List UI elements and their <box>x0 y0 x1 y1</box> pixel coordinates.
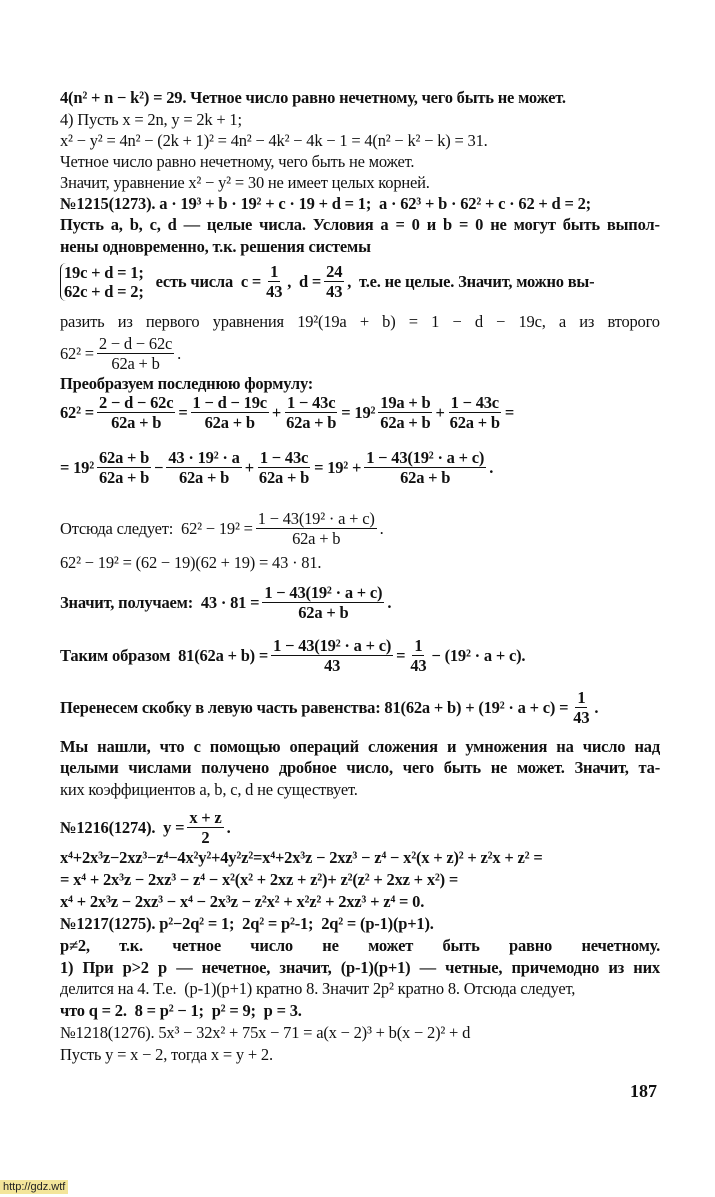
word: p <box>158 958 168 977</box>
text-line <box>60 914 434 934</box>
fraction <box>97 393 175 432</box>
fraction-numerator: 43 · 19² · a <box>168 448 240 467</box>
word: число <box>582 737 626 756</box>
fraction <box>191 393 269 432</box>
word: — <box>419 958 436 977</box>
text-segment: Преобразуем последнюю формулу: <box>60 374 314 393</box>
word: (p-1)(p+1) <box>340 958 411 977</box>
word: число, <box>346 758 393 777</box>
fraction-numerator: 1 − 43(19² · a + c) <box>257 509 375 528</box>
fraction-numerator: 1 − d − 19c <box>192 393 267 412</box>
text-segment: = 19² <box>341 402 376 422</box>
text-segment: 62² = <box>60 343 94 363</box>
word: Значит, <box>574 758 629 777</box>
text-segment: №1217(1275). p²−2q² = 1; 2q² = p²-1; 2q² = (p-1)(p+1). <box>60 914 434 933</box>
word: 0 <box>475 215 484 234</box>
word: выпол- <box>606 215 660 234</box>
text-line <box>60 979 575 999</box>
text-line <box>60 237 371 257</box>
text-segment: , т.е. не целые. Значит, можно вы- <box>347 271 595 291</box>
text-line <box>60 215 660 235</box>
word: число <box>250 936 293 955</box>
text-segment: Перенесем скобку в левую часть равенства: 81(62a + b) + (19² · a + c) = <box>60 697 569 717</box>
word: При <box>82 958 114 977</box>
word: 1) <box>60 958 74 977</box>
text-line <box>60 780 358 800</box>
text-segment: = x⁴ + 2x³z − 2xz³ − z⁴ − x²(x² + 2xz + z²)+ z²(z² + 2xz + x²) = <box>60 870 459 889</box>
text-segment: + <box>435 402 445 422</box>
text-segment: Значит, получаем: 43 · 81 = <box>60 592 260 612</box>
text-line <box>60 1023 470 1043</box>
word: что <box>159 737 185 756</box>
word: та- <box>638 758 660 777</box>
text-line <box>60 334 181 373</box>
fraction-numerator: 1 − 43(19² · a + c) <box>273 636 392 655</box>
fraction-numerator: 2 − d − 62c <box>98 334 173 353</box>
text-segment: x⁴ + 2x³z − 2xz³ − x⁴ − 2x³z − z²x² + x²z² + 2xz³ + z⁴ = 0. <box>60 892 425 911</box>
text-segment: x² − y² = 4n² − (2k + 1)² = 4n² − 4k² − 4k − 1 = 4(n² − k² − k) = 31. <box>60 131 488 150</box>
fraction-denominator: 62a + b <box>380 413 431 432</box>
word: Пусть <box>60 215 104 234</box>
fraction <box>284 393 338 432</box>
fraction-numerator: 1 − 43c <box>287 393 336 412</box>
word: может. <box>516 758 565 777</box>
word: них <box>633 958 660 977</box>
word: четное <box>172 936 221 955</box>
text-segment: есть числа c = <box>151 271 262 291</box>
text-line <box>60 958 660 978</box>
word: 19²(19a <box>297 312 347 331</box>
word: равно <box>508 936 553 955</box>
word: быть <box>442 936 480 955</box>
word: могут <box>513 215 556 234</box>
text-segment: = 19² + <box>314 457 362 477</box>
word: − <box>452 312 462 331</box>
word: а <box>558 312 567 331</box>
text-segment: Четное число равно нечетному, чего быть не может. <box>60 152 415 171</box>
page-number: 187 <box>630 1081 657 1101</box>
text-segment: . <box>177 343 182 363</box>
word: = <box>395 215 405 234</box>
word: − <box>496 312 506 331</box>
fraction <box>364 448 486 487</box>
text-line <box>60 1001 302 1021</box>
text-segment: 4(n² + n − k²) = 29. Четное число равно нечетному, чего быть не может. <box>60 88 566 107</box>
word: Мы <box>60 737 89 756</box>
fraction-denominator: 43 <box>266 282 283 301</box>
fraction <box>271 636 393 675</box>
word: не <box>322 936 339 955</box>
fraction-numerator: 24 <box>326 262 343 281</box>
word: операций <box>289 737 359 756</box>
fraction <box>262 583 384 622</box>
fraction-denominator: 43 <box>573 708 590 727</box>
word: первого <box>145 312 200 331</box>
word: четные, <box>445 958 503 977</box>
text-segment: Пусть y = x − 2, тогда x = y + 2. <box>60 1045 273 1064</box>
fraction-denominator: 62a + b <box>400 468 451 487</box>
fraction-denominator: 62a + b <box>292 529 341 548</box>
word: — <box>176 958 193 977</box>
text-segment: = <box>178 402 188 422</box>
word: 19c, <box>518 312 546 331</box>
fraction-denominator: 62a + b <box>98 468 150 487</box>
word: из <box>608 958 625 977</box>
word: второго <box>607 312 660 331</box>
text-line <box>60 636 525 675</box>
fraction-denominator: 62a + b <box>178 468 230 487</box>
fraction-numerator: 1 − 43(19² · a + c) <box>264 583 383 602</box>
word: разить <box>60 312 105 331</box>
fraction-denominator: 62a + b <box>258 468 310 487</box>
text-segment: Значит, уравнение x² − y² = 30 не имеет целых корней. <box>60 173 430 192</box>
fraction-denominator: 43 <box>324 656 341 675</box>
fraction-denominator: 62a + b <box>286 413 337 432</box>
word: с <box>193 737 201 756</box>
word: т.к. <box>119 936 143 955</box>
fraction <box>264 262 284 301</box>
fraction-numerator: 1 − 43c <box>259 448 309 467</box>
word: из <box>579 312 595 331</box>
word: b) <box>382 312 396 331</box>
word: числа. <box>259 215 306 234</box>
word: целыми <box>60 758 119 777</box>
system-equation: 62c + d = 2; <box>64 281 144 301</box>
word: Условия <box>312 215 374 234</box>
fraction-denominator: 62a + b <box>298 603 349 622</box>
text-line <box>60 688 598 727</box>
fraction <box>166 448 241 487</box>
word: дробное <box>278 758 337 777</box>
word: c, <box>149 215 161 234</box>
text-line <box>60 393 514 432</box>
text-line <box>60 110 242 130</box>
text-segment: 4) Пусть x = 2n, y = 2k + 1; <box>60 110 242 129</box>
fraction-denominator: 2 <box>201 828 210 847</box>
word: b <box>443 215 452 234</box>
text-segment: − (19² · a + c). <box>431 645 526 665</box>
text-segment: − <box>154 457 164 477</box>
text-segment: №1216(1274). y = <box>60 817 185 837</box>
word: помощью <box>209 737 281 756</box>
fraction <box>97 448 151 487</box>
word: b, <box>129 215 143 234</box>
fraction <box>408 636 428 675</box>
word: над <box>634 737 660 756</box>
word: из <box>117 312 133 331</box>
text-segment: . <box>489 457 494 477</box>
text-segment: + <box>271 402 282 422</box>
fraction-denominator: 43 <box>326 282 343 301</box>
fraction-numerator: 1 − 43(19² · a + c) <box>366 448 485 467</box>
word: и <box>446 737 457 756</box>
text-segment: 62² = <box>60 402 94 422</box>
equation-system <box>60 263 144 301</box>
word: и <box>426 215 437 234</box>
text-line <box>60 374 313 394</box>
text-segment: + <box>244 457 254 477</box>
text-line <box>60 173 430 193</box>
fraction-numerator: 1 <box>577 688 586 707</box>
word: не <box>490 758 508 777</box>
word: p>2 <box>122 958 149 977</box>
watermark-link[interactable]: http://gdz.wtf <box>0 1180 68 1194</box>
text-line <box>60 509 384 548</box>
fraction <box>324 262 344 301</box>
text-segment: нены одновременно, т.к. решения системы <box>60 237 371 256</box>
word: не <box>490 215 507 234</box>
word: нечетное, <box>201 958 271 977</box>
word: числами <box>128 758 192 777</box>
word: = <box>408 312 418 331</box>
text-segment: 62² − 19² = (62 − 19)(62 + 19) = 43 · 81. <box>60 553 322 572</box>
word: нечетному. <box>581 936 660 955</box>
text-segment: . <box>226 817 231 837</box>
text-line <box>60 553 321 573</box>
fraction-numerator: 19a + b <box>380 393 431 412</box>
text-segment: ких коэффициентов a, b, c, d не существует. <box>60 780 358 799</box>
word: причемодно <box>511 958 600 977</box>
word: быть <box>562 215 600 234</box>
system-equation: 19c + d = 1; <box>64 262 144 282</box>
word: — <box>183 215 200 234</box>
fraction-denominator: 62a + b <box>204 413 255 432</box>
word: 0 <box>411 215 420 234</box>
fraction-numerator: 1 <box>270 262 279 281</box>
text-segment: . <box>379 518 384 538</box>
word: p≠2, <box>60 936 90 955</box>
text-line <box>60 808 231 847</box>
fraction <box>97 334 174 373</box>
text-segment: что q = 2. 8 = p² − 1; p² = 9; p = 3. <box>60 1001 302 1020</box>
text-segment: Таким образом 81(62a + b) = <box>60 645 269 665</box>
text-line <box>60 737 660 757</box>
fraction <box>378 393 432 432</box>
text-line <box>60 1045 273 1065</box>
fraction <box>257 448 311 487</box>
fraction <box>448 393 502 432</box>
text-segment: . <box>594 697 599 717</box>
word: 1 <box>431 312 440 331</box>
text-line <box>60 892 424 912</box>
text-segment: . <box>387 592 392 612</box>
text-segment: = <box>396 645 406 665</box>
text-line <box>60 88 566 108</box>
word: d <box>167 215 177 234</box>
text-line <box>60 262 594 301</box>
fraction <box>256 509 377 548</box>
text-segment: x⁴+2x³z−2xz³−z⁴−4x²y²+4y²z²=x⁴+2x³z − 2xz³ − z⁴ − x²(x + z)² + z²x + z² = <box>60 848 543 867</box>
text-segment: , d = <box>287 271 322 291</box>
text-segment: №1218(1276). 5x³ − 32x² + 75x − 71 = a(x − 2)³ + b(x − 2)² + d <box>60 1023 471 1042</box>
text-line <box>60 848 543 868</box>
fraction-numerator: 1 <box>414 636 423 655</box>
word: a <box>380 215 389 234</box>
text-segment: = 19² <box>60 457 94 477</box>
text-line <box>60 758 660 778</box>
word: значит, <box>279 958 332 977</box>
word: + <box>359 312 369 331</box>
fraction-numerator: x + z <box>189 808 222 827</box>
fraction-denominator: 62a + b <box>111 354 160 373</box>
word: получено <box>201 758 269 777</box>
text-segment: делится на 4. Т.е. (p-1)(p+1) кратно 8. Значит 2p² кратно 8. Отсюда следует, <box>60 979 576 998</box>
fraction-numerator: 62a + b <box>98 448 150 467</box>
fraction-denominator: 62a + b <box>111 413 162 432</box>
text-line <box>60 312 660 332</box>
text-segment: №1215(1273). a · 19³ + b · 19² + c · 19 + d = 1; a · 62³ + b · 62² + c · 62 + d = 2; <box>60 194 591 213</box>
word: уравнения <box>212 312 284 331</box>
word: целые <box>206 215 253 234</box>
word: d <box>474 312 483 331</box>
word: a, <box>110 215 123 234</box>
word: быть <box>443 758 481 777</box>
text-line <box>60 194 591 214</box>
word: может <box>368 936 414 955</box>
word: умножения <box>465 737 548 756</box>
text-line <box>60 152 414 172</box>
fraction-numerator: 2 − d − 62c <box>98 393 174 412</box>
text-line <box>60 448 493 487</box>
text-segment: = <box>504 402 515 422</box>
fraction-denominator: 62a + b <box>449 413 500 432</box>
word: сложения <box>368 737 438 756</box>
word: нашли, <box>97 737 151 756</box>
word: = <box>458 215 469 234</box>
fraction <box>187 808 223 847</box>
text-line <box>60 583 391 622</box>
text-line <box>60 870 458 890</box>
fraction <box>571 688 591 727</box>
fraction-numerator: 1 − 43c <box>450 393 499 412</box>
word: чего <box>402 758 434 777</box>
text-segment: Отсюда следует: 62² − 19² = <box>60 518 253 538</box>
text-line <box>60 936 660 956</box>
text-line <box>60 131 488 151</box>
fraction-denominator: 43 <box>410 656 427 675</box>
word: на <box>556 737 574 756</box>
